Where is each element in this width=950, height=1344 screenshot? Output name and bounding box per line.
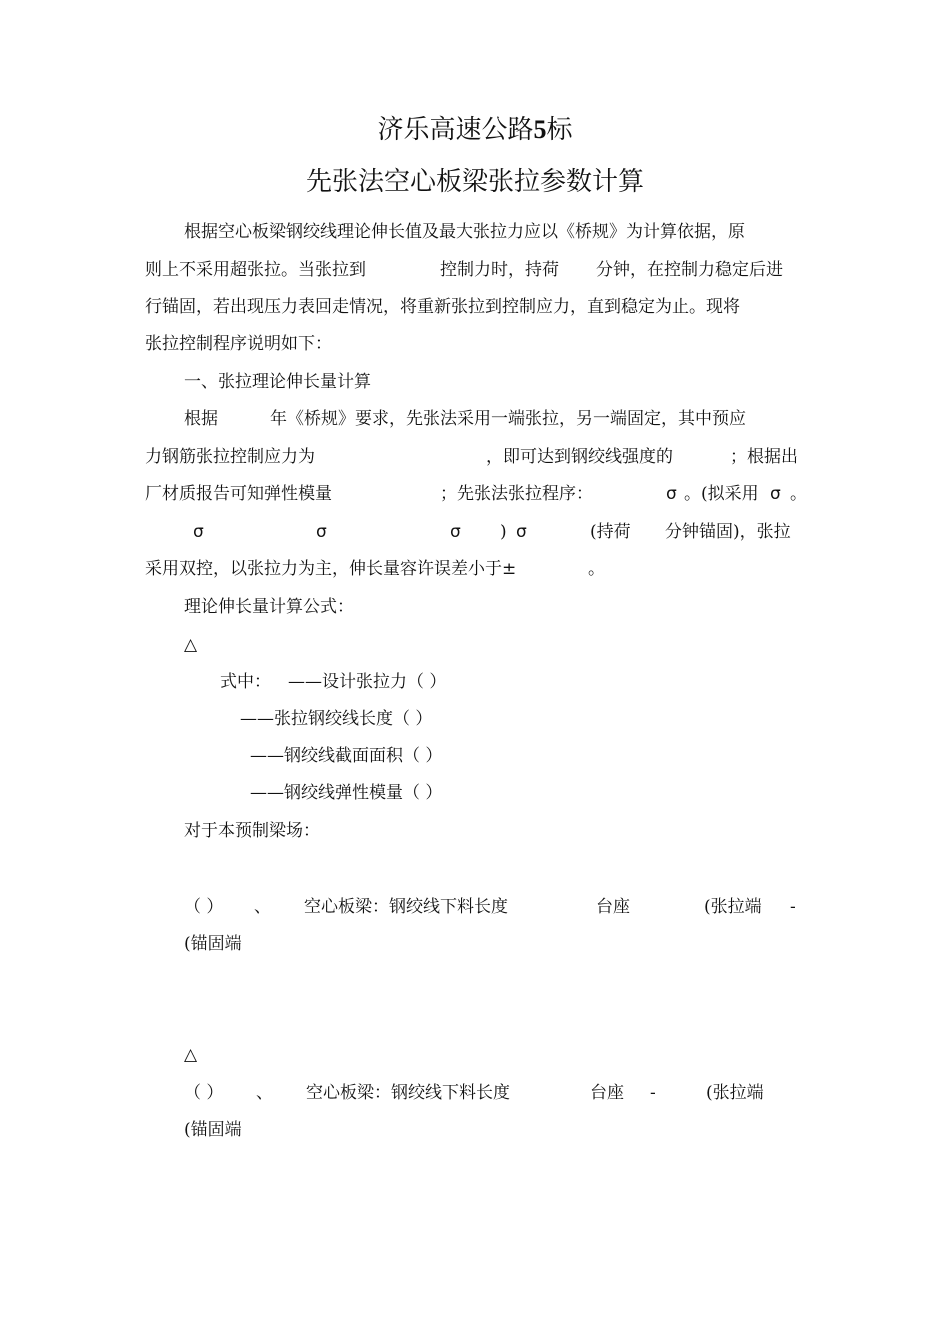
- case2-sep: 、: [256, 1083, 273, 1103]
- section-p3c: 。(拟采用: [684, 484, 759, 504]
- formula-def-length: ——张拉钢绞线长度（ ）: [240, 709, 433, 729]
- case2-seat: 台座: [590, 1083, 624, 1103]
- title-prefix: 济乐高速公路: [377, 115, 534, 145]
- case2-paren: （ ）: [184, 1083, 224, 1103]
- sigma-symbol: σ: [450, 522, 461, 542]
- section-p4a: ): [500, 522, 507, 542]
- formula-heading: 理论伸长量计算公式：: [184, 597, 354, 617]
- title-number: 5: [533, 115, 547, 144]
- section-p2a: 力钢筋张拉控制应力为: [145, 447, 315, 467]
- case1-end2: (锚固端: [184, 934, 242, 954]
- case2-end1: (张拉端: [706, 1083, 764, 1103]
- intro-line-2b: 控制力时，持荷: [440, 260, 559, 280]
- intro-line-1: 根据空心板梁钢绞线理论伸长值及最大张拉力应以《桥规》为计算依据，原: [184, 222, 745, 242]
- case1-sep: 、: [254, 897, 271, 917]
- sigma-symbol: σ: [666, 484, 677, 504]
- sigma-symbol: σ: [516, 522, 527, 542]
- formula-def-modulus: ——钢绞线弹性模量（ ）: [250, 783, 443, 803]
- intro-line-2c: 分钟，在控制力稳定后进: [596, 260, 783, 280]
- section-p5: 采用双控，以张拉力为主，伸长量容许误差小于±: [145, 559, 517, 579]
- case1-end1: (张拉端: [704, 897, 762, 917]
- section-p3d: 。: [790, 484, 807, 504]
- formula-def-force: ——设计张拉力（ ）: [288, 672, 447, 692]
- title-suffix: 标: [546, 115, 573, 145]
- section-p5-end: 。: [588, 559, 605, 579]
- case1-desc: 空心板梁：钢绞线下料长度: [304, 897, 508, 917]
- intro-line-2a: 则上不采用超张拉。当张拉到: [145, 260, 366, 280]
- case1-seat: 台座: [596, 897, 630, 917]
- delta-symbol: △: [184, 635, 198, 655]
- section-p4b: (持荷: [590, 522, 631, 542]
- case2-end2: (锚固端: [184, 1120, 242, 1140]
- section-heading: 一、张拉理论伸长量计算: [184, 372, 371, 392]
- section-p1a: 根据: [184, 409, 218, 429]
- intro-line-4: 张拉控制程序说明如下：: [145, 334, 332, 354]
- section-p1b: 年《桥规》要求，先张法采用一端张拉，另一端固定，其中预应: [270, 409, 746, 429]
- formula-def-area: ——钢绞线截面面积（ ）: [250, 746, 443, 766]
- site-heading: 对于本预制梁场：: [184, 821, 320, 841]
- section-p3b: ；先张法张拉程序：: [440, 484, 593, 504]
- section-p2c: ；根据出: [730, 447, 798, 467]
- sigma-symbol: σ: [193, 522, 204, 542]
- intro-line-3: 行锚固，若出现压力表回走情况，将重新张拉到控制应力，直到稳定为止。现将: [145, 297, 740, 317]
- sigma-symbol: σ: [316, 522, 327, 542]
- section-p4c: 分钟锚固)，张拉: [665, 522, 791, 542]
- case2-dash: -: [650, 1083, 656, 1103]
- document-title: [0, 114, 950, 146]
- case2-desc: 空心板梁：钢绞线下料长度: [306, 1083, 510, 1103]
- case1-paren: （ ）: [184, 897, 224, 917]
- sigma-symbol: σ: [770, 484, 781, 504]
- section-p2b: ，即可达到钢绞线强度的: [486, 447, 673, 467]
- document-subtitle: 先张法空心板梁张拉参数计算: [305, 167, 644, 197]
- delta-symbol: △: [184, 1045, 198, 1065]
- section-p3a: 厂材质报告可知弹性模量: [145, 484, 332, 504]
- formula-lead: 式中：: [220, 672, 271, 692]
- case1-dash: -: [790, 897, 796, 917]
